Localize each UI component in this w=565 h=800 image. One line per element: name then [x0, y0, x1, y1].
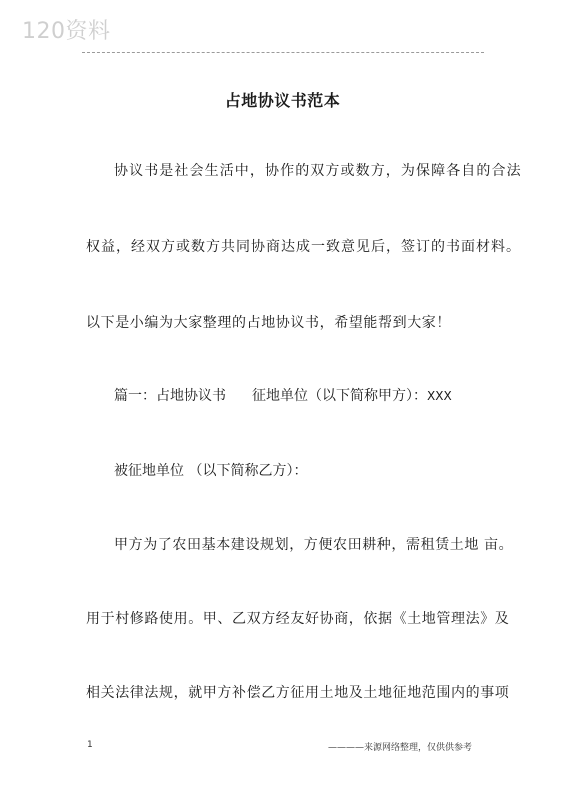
section-heading: [114, 386, 452, 406]
footer-note: ————来源网络整理，仅供供参考: [328, 743, 473, 753]
header-divider: [82, 52, 484, 53]
body-line: 用于村修路使用。甲、乙双方经友好协商，依据《土地管理法》及: [86, 611, 510, 627]
section-label: 篇一：占地协议书: [114, 388, 226, 404]
body-line: 相关法律法规，就甲方补偿乙方征用土地及土地征地范围内的事项: [86, 685, 510, 701]
body-line: 甲方为了农田基本建设规划，方便农田耕种，需租赁土地 亩。: [114, 537, 514, 553]
watermark-logo: 120资料: [22, 19, 111, 44]
paragraph-line: 以下是小编为大家整理的占地协议书，希望能帮到大家！: [86, 315, 451, 331]
page-number: 1: [87, 740, 93, 750]
paragraph-line: 权益，经双方或数方共同协商达成一致意见后，签订的书面材料。: [86, 239, 521, 255]
party-a-value: XXX: [427, 389, 452, 403]
document-title: 占地协议书范本: [224, 91, 341, 110]
party-a-label: 征地单位（以下简称甲方）：: [252, 388, 427, 404]
paragraph-line: 协议书是社会生活中，协作的双方或数方，为保障各自的合法: [114, 163, 522, 179]
party-b-line: 被征地单位 （以下简称乙方）：: [114, 463, 308, 479]
